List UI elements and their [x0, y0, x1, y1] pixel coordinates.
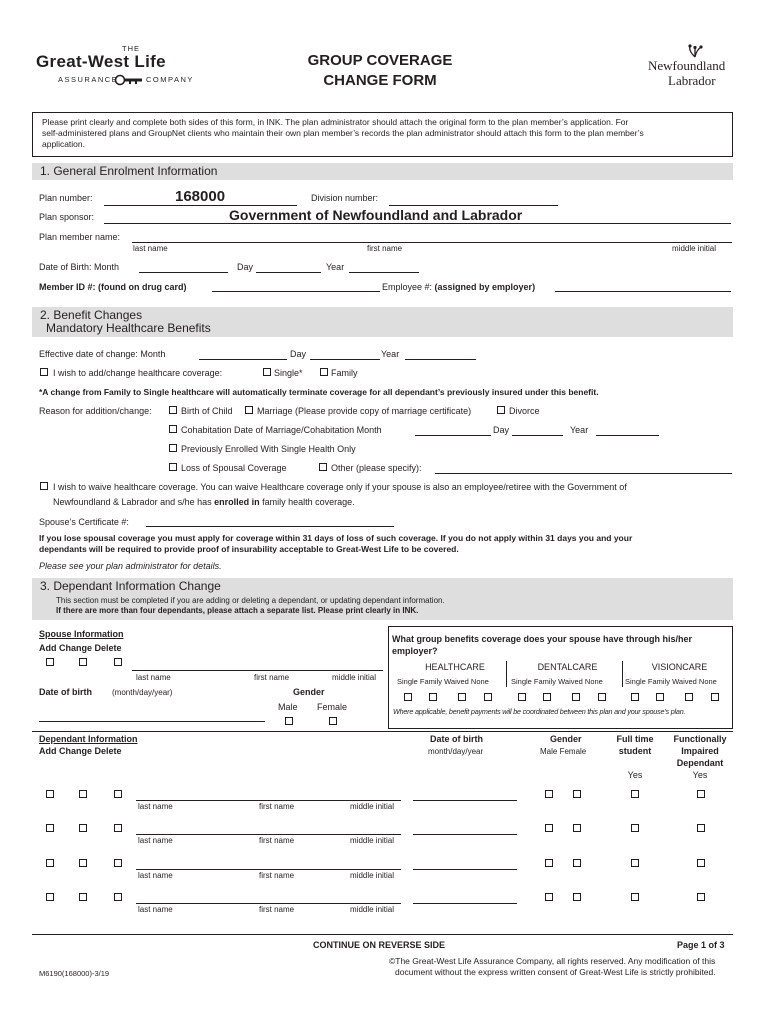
dob-day-label: Day [237, 262, 254, 272]
spouse-dob-label: Date of birth [39, 687, 92, 697]
dependant-info-heading: Dependant Information [39, 734, 138, 744]
column-divider [622, 661, 623, 687]
cohabitation-checkbox[interactable] [169, 425, 177, 433]
healthcare-options: Single Family Waived None [397, 677, 489, 686]
see-plan-admin: Please see your plan administrator for details. [39, 561, 222, 571]
single-label: Single* [274, 368, 303, 378]
copyright-line1: ©The Great-West Life Assurance Company, all rights reserved. Any modification of this [389, 956, 716, 966]
dentalcare-heading: DENTALCARE [537, 662, 598, 672]
healthcare-heading: HEALTHCARE [425, 662, 485, 672]
spouse-add-checkbox[interactable] [46, 658, 54, 666]
instructions-line3: application. [42, 139, 86, 149]
dependant-impaired-checkbox[interactable] [697, 893, 705, 901]
add-change-coverage-checkbox[interactable] [40, 368, 48, 376]
instructions-box [32, 112, 733, 157]
member-first-name-caption: first name [367, 244, 403, 253]
dependant-add-checkbox[interactable] [46, 859, 54, 867]
section1-header [32, 163, 733, 180]
dependant-row [0, 891, 770, 921]
effective-day-field[interactable] [310, 359, 380, 360]
spouse-info-heading: Spouse Information [39, 629, 124, 639]
visioncare-heading: VISIONCARE [651, 662, 708, 672]
cohab-year-field[interactable] [596, 435, 659, 436]
effective-month-field[interactable] [199, 359, 287, 360]
instructions-line2: self-administered plans and GroupNet clients who maintain their own plan member’s records the plan administrator should attach this form to the plan member’s [42, 128, 644, 138]
other-reason-checkbox[interactable] [319, 463, 327, 471]
birth-of-child-label: Birth of Child [181, 406, 233, 416]
dependant-change-checkbox[interactable] [79, 790, 87, 798]
dependant-female-checkbox[interactable] [573, 893, 581, 901]
dental-waived-checkbox[interactable] [572, 693, 580, 701]
plan-number-value: 168000 [175, 188, 226, 205]
loss-spousal-checkbox[interactable] [169, 463, 177, 471]
dependant-delete-checkbox[interactable] [114, 859, 122, 867]
marriage-label: Marriage (Please provide copy of marriage certificate) [257, 406, 472, 416]
family-checkbox[interactable] [320, 368, 328, 376]
full-time-label-2: student [618, 746, 652, 756]
spouse-last-name-caption: last name [136, 673, 171, 682]
dependant-last-name-caption: last name [138, 836, 173, 845]
dependant-first-name-caption: first name [259, 871, 295, 880]
health-family-checkbox[interactable] [429, 693, 437, 701]
dependant-delete-checkbox[interactable] [114, 893, 122, 901]
dependant-last-name-caption: last name [138, 871, 173, 880]
copyright-line2: document without the express written consent of Great-West Life is strictly prohibited. [395, 967, 716, 977]
spouse-coverage-question-line2: employer? [392, 646, 438, 656]
spouse-first-name-caption: first name [254, 673, 290, 682]
dependant-impaired-checkbox[interactable] [697, 790, 705, 798]
dental-none-checkbox[interactable] [598, 693, 606, 701]
dependant-gender-label: Gender [550, 734, 582, 744]
spouse-female-checkbox[interactable] [329, 717, 337, 725]
dob-year-field[interactable] [349, 272, 419, 273]
other-reason-field[interactable] [435, 473, 732, 474]
divorce-label: Divorce [509, 406, 540, 416]
marriage-checkbox[interactable] [245, 406, 253, 414]
dependant-dob-field[interactable] [413, 903, 517, 904]
nl-name-line2: Labrador [668, 73, 716, 88]
cohab-month-field[interactable] [415, 435, 491, 436]
spouse-change-checkbox[interactable] [79, 658, 87, 666]
dependant-student-checkbox[interactable] [631, 790, 639, 798]
section3-note2: If there are more than four dependants, please attach a separate list. Please print clearly in INK. [56, 606, 419, 615]
spouse-gender-label: Gender [293, 687, 325, 697]
dental-single-checkbox[interactable] [518, 693, 526, 701]
dependant-dob-field[interactable] [413, 800, 517, 801]
logo-name: Great-West Life [36, 52, 166, 71]
impaired-label-1: Functionally [673, 734, 727, 744]
spouse-name-field[interactable] [132, 670, 383, 671]
member-id-field[interactable] [212, 291, 380, 292]
spouse-male-label: Male [278, 702, 298, 712]
full-time-label-1: Full time [616, 734, 654, 744]
dependant-name-field[interactable] [136, 800, 401, 801]
dependant-female-checkbox[interactable] [573, 790, 581, 798]
dependant-add-checkbox[interactable] [46, 824, 54, 832]
member-name-field[interactable] [132, 242, 732, 243]
spouse-delete-checkbox[interactable] [114, 658, 122, 666]
member-middle-initial-caption: middle initial [672, 244, 717, 253]
cohab-day-label: Day [493, 425, 510, 435]
impaired-label-2: Impaired [681, 746, 719, 756]
dependant-dob-field[interactable] [413, 834, 517, 835]
single-checkbox[interactable] [263, 368, 271, 376]
dependant-row [0, 822, 770, 852]
dependant-dob-format: month/day/year [428, 747, 484, 756]
plan-number-label: Plan number: [39, 193, 93, 203]
dependant-dob-label: Date of birth [430, 734, 483, 744]
dentalcare-options: Single Family Waived None [511, 677, 603, 686]
effective-month-label: Effective date of change: Month [39, 349, 166, 359]
nl-name-line1: Newfoundland [648, 58, 726, 73]
dependant-divider [32, 731, 733, 732]
effective-year-field[interactable] [405, 359, 476, 360]
loss-spousal-label: Loss of Spousal Coverage [181, 463, 287, 473]
instructions-line1: Please print clearly and complete both sides of this form, in INK. The plan administrator should attach the original form to the plan member’s application. For [42, 117, 629, 127]
spousal-loss-notice-line1: If you lose spousal coverage you must apply for coverage within 31 days of loss of such coverage. If you do not apply within 31 days you and your [39, 533, 633, 543]
division-number-field[interactable] [389, 205, 558, 206]
division-number-label: Division number: [311, 193, 379, 203]
member-last-name-caption: last name [133, 244, 168, 253]
section2-header [32, 307, 733, 337]
vision-single-checkbox[interactable] [631, 693, 639, 701]
gwl-logo [36, 44, 226, 90]
health-single-checkbox[interactable] [404, 693, 412, 701]
spouse-certificate-label: Spouse’s Certificate #: [39, 517, 129, 527]
dependant-last-name-caption: last name [138, 802, 173, 811]
impaired-yes: Yes [692, 770, 708, 780]
waive-line2: Newfoundland & Labrador and s/he has enrolled in family health coverage. [53, 497, 355, 507]
birth-of-child-checkbox[interactable] [169, 406, 177, 414]
dependant-change-checkbox[interactable] [79, 859, 87, 867]
dependant-middle-initial-caption: middle initial [350, 905, 395, 914]
dependant-impaired-checkbox[interactable] [697, 859, 705, 867]
previously-single-checkbox[interactable] [169, 444, 177, 452]
previously-single-label: Previously Enrolled With Single Health Only [181, 444, 356, 454]
section2-title: 2. Benefit Changes [40, 308, 143, 322]
spousal-loss-notice-line2: dependants will be required to provide proof of insurability acceptable to Great-West Life to be covered. [39, 544, 459, 554]
cohabitation-label: Cohabitation Date of Marriage/Cohabitation Month [181, 425, 382, 435]
health-waived-checkbox[interactable] [458, 693, 466, 701]
page-number: Page 1 of 3 [677, 940, 725, 950]
dependant-first-name-caption: first name [259, 905, 295, 914]
section1-title: 1. General Enrolment Information [40, 164, 218, 178]
form-title-line1: GROUP COVERAGE [307, 52, 453, 69]
dependant-middle-initial-caption: middle initial [350, 836, 395, 845]
spouse-certificate-field[interactable] [146, 526, 394, 527]
plan-sponsor-value: Government of Newfoundland and Labrador [229, 207, 523, 223]
impaired-label-3: Dependant [676, 758, 724, 768]
dob-year-label: Year [326, 262, 345, 272]
logo-the: THE [122, 44, 140, 53]
dependant-female-checkbox[interactable] [573, 824, 581, 832]
logo-company: COMPANY [146, 75, 194, 84]
dependant-delete-checkbox[interactable] [114, 824, 122, 832]
spouse-middle-initial-caption: middle initial [332, 673, 377, 682]
dependant-middle-initial-caption: middle initial [350, 802, 395, 811]
section3-header [32, 578, 733, 620]
dependant-change-checkbox[interactable] [79, 824, 87, 832]
dob-month-field[interactable] [139, 272, 228, 273]
spouse-acd-label: Add Change Delete [39, 643, 122, 653]
dependant-delete-checkbox[interactable] [114, 790, 122, 798]
form-title-line2: CHANGE FORM [323, 72, 437, 89]
dependant-male-checkbox[interactable] [545, 893, 553, 901]
plan-sponsor-label: Plan sponsor: [39, 212, 95, 222]
dob-month-label: Date of Birth: Month [39, 262, 120, 272]
coordination-note: Where applicable, benefit payments will be coordinated between this plan and your spouse’s plan. [393, 707, 686, 716]
dependant-row [0, 788, 770, 818]
dependant-acd-label: Add Change Delete [39, 746, 122, 756]
cohab-day-field[interactable] [512, 435, 563, 436]
continue-reverse: CONTINUE ON REVERSE SIDE [313, 940, 446, 950]
section3-title: 3. Dependant Information Change [40, 579, 221, 593]
visioncare-options: Single Family Waived None [625, 677, 717, 686]
spouse-dob-field[interactable] [39, 721, 265, 722]
dependant-name-field[interactable] [136, 869, 401, 870]
vision-family-checkbox[interactable] [656, 693, 664, 701]
spouse-male-checkbox[interactable] [285, 717, 293, 725]
section3-note1: This section must be completed if you are adding or deleting a dependant, or updating dependant information. [56, 596, 445, 605]
dependant-first-name-caption: first name [259, 802, 295, 811]
dependant-student-checkbox[interactable] [631, 824, 639, 832]
full-time-yes: Yes [627, 770, 643, 780]
dob-day-field[interactable] [256, 272, 321, 273]
footer-divider [32, 934, 733, 935]
dependant-male-checkbox[interactable] [545, 824, 553, 832]
dependant-add-checkbox[interactable] [46, 893, 54, 901]
dependant-male-checkbox[interactable] [545, 790, 553, 798]
dental-family-checkbox[interactable] [543, 693, 551, 701]
column-divider [506, 661, 507, 687]
dependant-middle-initial-caption: middle initial [350, 871, 395, 880]
waive-line1: I wish to waive healthcare coverage. You can waive Healthcare coverage only if your spouse is also an employee/retiree with the Government of [53, 482, 627, 492]
waive-coverage-checkbox[interactable] [40, 482, 48, 490]
spouse-coverage-box [388, 626, 733, 729]
spouse-dob-format: (month/day/year) [112, 688, 173, 697]
other-reason-label: Other (please specify): [331, 463, 422, 473]
effective-year-label: Year [381, 349, 400, 359]
nl-logo [648, 44, 738, 88]
dependant-student-checkbox[interactable] [631, 859, 639, 867]
cohab-year-label: Year [570, 425, 589, 435]
spouse-coverage-question-line1: What group benefits coverage does your spouse have through his/her [392, 634, 693, 644]
dependant-female-checkbox[interactable] [573, 859, 581, 867]
dependant-impaired-checkbox[interactable] [697, 824, 705, 832]
member-id-label: Member ID #: (found on drug card) [39, 282, 187, 292]
dependant-male-female: Male Female [540, 747, 587, 756]
dependant-name-field[interactable] [136, 834, 401, 835]
dependant-row [0, 857, 770, 887]
key-icon [114, 73, 144, 85]
member-name-label: Plan member name: [39, 232, 121, 242]
employee-number-label: Employee #: (assigned by employer) [382, 282, 536, 292]
section2-subtitle: Mandatory Healthcare Benefits [46, 321, 211, 335]
family-to-single-warning: *A change from Family to Single healthcare will automatically terminate coverage for all dependant’s previously insured under this benefit. [39, 387, 599, 397]
spouse-female-label: Female [317, 702, 348, 712]
dependant-first-name-caption: first name [259, 836, 295, 845]
employee-number-field[interactable] [555, 291, 731, 292]
dependant-last-name-caption: last name [138, 905, 173, 914]
health-none-checkbox[interactable] [484, 693, 492, 701]
vision-none-checkbox[interactable] [711, 693, 719, 701]
effective-day-label: Day [290, 349, 307, 359]
plan-sponsor-field[interactable] [104, 223, 731, 224]
family-label: Family [331, 368, 358, 378]
reason-label: Reason for addition/change: [39, 406, 152, 416]
dependant-add-checkbox[interactable] [46, 790, 54, 798]
form-code: M6190(168000)-3/19 [39, 969, 110, 978]
dependant-dob-field[interactable] [413, 869, 517, 870]
dependant-change-checkbox[interactable] [79, 893, 87, 901]
vision-waived-checkbox[interactable] [685, 693, 693, 701]
dependant-student-checkbox[interactable] [631, 893, 639, 901]
dependant-male-checkbox[interactable] [545, 859, 553, 867]
dependant-name-field[interactable] [136, 903, 401, 904]
plan-number-field[interactable] [104, 205, 297, 206]
add-change-coverage-label: I wish to add/change healthcare coverage: [53, 368, 223, 378]
logo-assurance: ASSURANCE [58, 75, 119, 84]
divorce-checkbox[interactable] [497, 406, 505, 414]
